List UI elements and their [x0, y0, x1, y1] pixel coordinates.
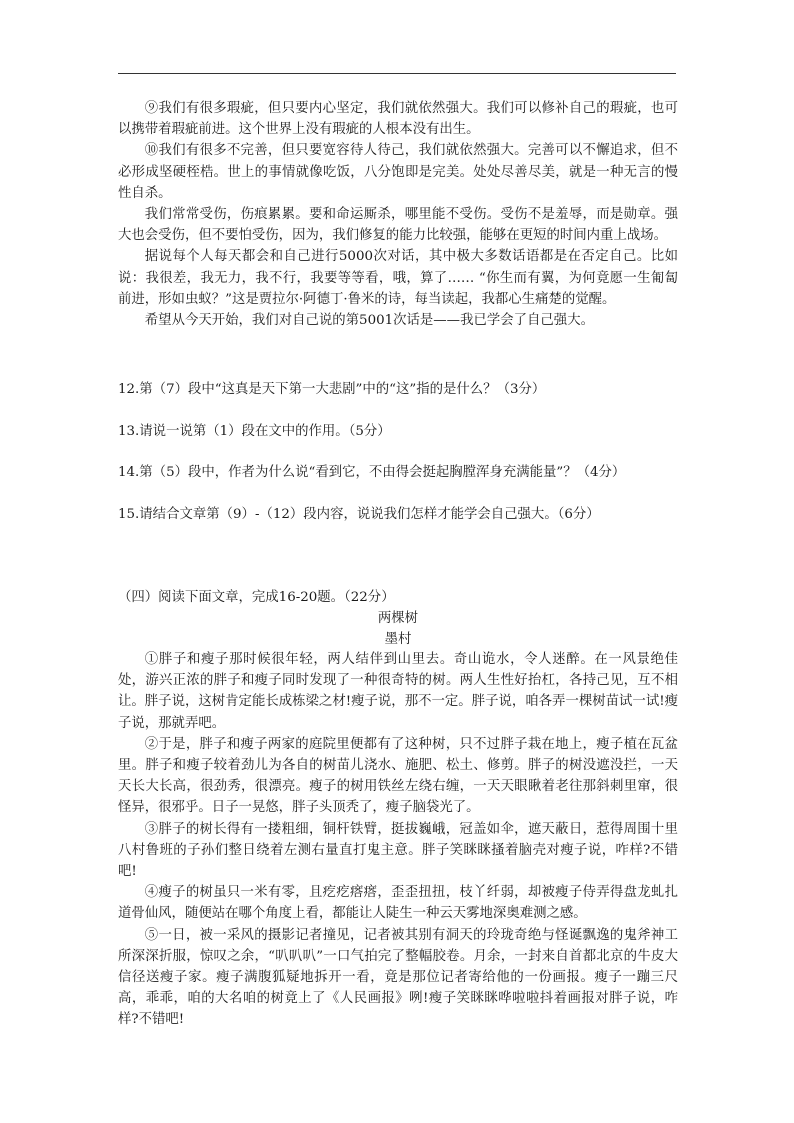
article-paragraph: ④瘦子的树虽只一米有零，且疙疙瘩瘩，歪歪扭扭，枝丫纤弱，却被瘦子侍弄得盘龙虬扎道骨仙风，随便站在哪个角度上看，都能让人陡生一种云天雾地深奥难测之感。 — [118, 885, 678, 922]
article-author: 墨村 — [384, 632, 412, 647]
article-title: 两棵树 — [377, 611, 419, 626]
question-13: 13.请说一说第（1）段在文中的作用。（5分） — [118, 424, 391, 439]
passage-one — [118, 98, 678, 331]
article-paragraph: ②于是，胖子和瘦子两家的庭院里便都有了这种树，只不过胖子栽在地上，瘦子植在瓦盆里。胖子和瘦子较着劲儿为各自的树苗儿浇水、施肥、松土、修剪。胖子的树没遮没拦，一天天长大长高，很劲秀，很漂亮。瘦子的树用铁丝左绕右缠，一天天眼瞅着老往那斜刺里窜，很怪异，很邪乎。日子一晃悠，胖子头顶秃了，瘦子脑袋光了。 — [118, 736, 678, 816]
question-14: 14.第（5）段中，作者为什么说“看到它，不由得会挺起胸膛浑身充满能量”？（4分） — [118, 465, 626, 480]
article-paragraph: ①胖子和瘦子那时候很年轻，两人结伴到山里去。奇山诡水，令人迷醉。在一风景绝佳处，游兴正浓的胖子和瘦子同时发现了一种很奇特的树。两人生性好抬杠，各持己见，互不相让。胖子说，这树肯定能长成栋梁之材!瘦子说，那不一定。胖子说，咱各弄一棵树苗试一试!瘦子说，那就弄吧。 — [118, 652, 678, 731]
passage-paragraph: 希望从今天开始，我们对自己说的第5001次话是——我已学会了自己强大。 — [144, 313, 594, 329]
article-paragraph: ⑤一日，被一采风的摄影记者撞见，记者被其别有洞天的玲珑奇绝与怪诞飘逸的鬼斧神工所深深折服，惊叹之余，“叭叭叭”一口气拍完了整幅胶卷。月余，一封来自首都北京的牛皮大信径送瘦子家。瘦子满腹狐疑地拆开一看，竟是那位记者寄给他的一份画报。瘦子一蹦三尺高，乖乖，咱的大名咱的树竟上了《人民画报》咧!瘦子笑眯眯哗啦啦抖着画报对胖子说，咋样?不错吧! — [118, 927, 678, 1028]
passage-paragraph: ⑩我们有很多不完善，但只要宽容待人待己，我们就依然强大。完善可以不懈追求，但不必形成坚硬桎梏。世上的事情就像吃饭，八分饱即是完美。处处尽善尽美，就是一种无言的慢性自杀。 — [118, 143, 678, 201]
section-four-instruction: （四）阅读下面文章，完成16-20题。（22分） — [118, 590, 395, 605]
question-12: 12.第（7）段中“这真是天下第一大悲剧”中的“这”指的是什么？（3分） — [118, 382, 546, 397]
article-paragraph: ③胖子的树长得有一搂粗细，铜杆铁臂，挺拔巍峨，冠盖如伞，遮天蔽日，惹得周围十里八村鲁班的子孙们整日绕着左测右量直打鬼主意。胖子笑眯眯搔着脑壳对瘦子说，咋样?不错吧! — [118, 821, 678, 880]
header-rule — [118, 73, 676, 74]
passage-paragraph: ⑨我们有很多瑕疵，但只要内心坚定，我们就依然强大。我们可以修补自己的瑕疵，也可以携带着瑕疵前进。这个世界上没有瑕疵的人根本没有出生。 — [118, 101, 678, 138]
article-body — [118, 649, 678, 1031]
passage-paragraph: 据说每个人每天都会和自己进行5000次对话，其中极大多数话语都是在否定自己。比如说：我很差，我无力，我不行，我要等等看，哦，算了…… “你生而有翼，为何竟愿一生匍匐前进，形如虫蚁？”这是贾拉尔·阿德丁·鲁米的诗，每当读起，我都心生痛楚的觉醒。 — [118, 249, 678, 307]
question-15: 15.请结合文章第（9）-（12）段内容，说说我们怎样才能学会自己强大。（6分） — [118, 507, 600, 522]
passage-paragraph: 我们常常受伤，伤痕累累。要和命运厮杀，哪里能不受伤。受伤不是羞辱，而是勋章。强大也会受伤，但不要怕受伤，因为，我们修复的能力比较强，能够在更短的时间内重上战场。 — [118, 207, 678, 244]
